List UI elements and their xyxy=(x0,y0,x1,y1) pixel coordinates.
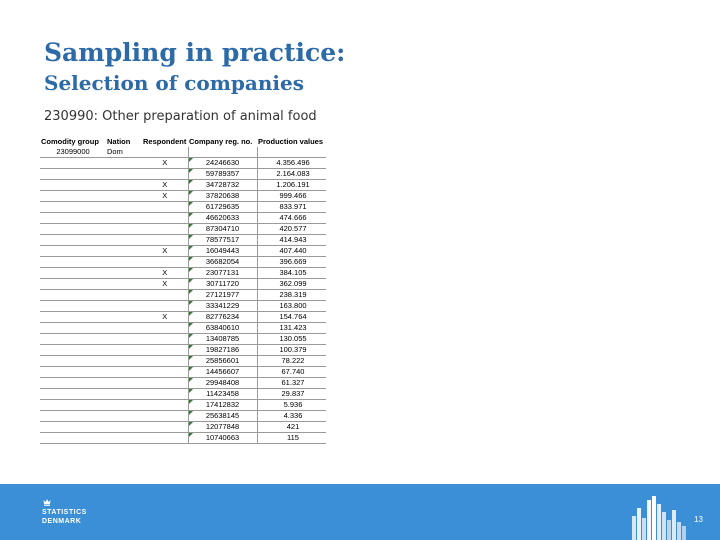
respondent-cell: X xyxy=(142,312,188,323)
nation-cell xyxy=(106,345,142,356)
table-row xyxy=(40,213,326,224)
company-table xyxy=(40,137,326,444)
cell-indicator-icon xyxy=(189,279,193,283)
reg-no-text: 82776234 xyxy=(205,312,240,322)
nation-cell xyxy=(106,180,142,191)
reg-no-text: 87304710 xyxy=(205,224,240,234)
nation-cell xyxy=(106,202,142,213)
commodity-code-cell xyxy=(40,345,106,356)
logo-text-line2: DENMARK xyxy=(42,518,82,525)
table-row xyxy=(40,257,326,268)
production-value-cell: 414.943 xyxy=(257,235,326,246)
respondent-cell: X xyxy=(142,180,188,191)
nation-cell xyxy=(106,191,142,202)
table-row xyxy=(40,312,326,323)
table-row xyxy=(40,389,326,400)
cell-indicator-icon xyxy=(189,301,193,305)
reg-no-cell xyxy=(188,147,257,158)
cell-indicator-icon xyxy=(189,191,193,195)
nation-cell xyxy=(106,224,142,235)
commodity-code-cell xyxy=(40,433,106,444)
reg-no-cell xyxy=(188,290,257,301)
nation-cell xyxy=(106,400,142,411)
commodity-code-cell xyxy=(40,367,106,378)
reg-no-cell xyxy=(188,257,257,268)
cell-indicator-icon xyxy=(189,290,193,294)
reg-no-text: 27121977 xyxy=(205,290,240,300)
table-row xyxy=(40,400,326,411)
respondent-cell xyxy=(142,257,188,268)
table-row xyxy=(40,268,326,279)
respondent-cell: X xyxy=(142,246,188,257)
cell-indicator-icon xyxy=(189,378,193,382)
commodity-code-cell xyxy=(40,290,106,301)
commodity-code-cell xyxy=(40,202,106,213)
nation-cell xyxy=(106,411,142,422)
production-value-cell: 154.764 xyxy=(257,312,326,323)
company-table-container xyxy=(40,137,326,468)
reg-no-text: 19827186 xyxy=(205,345,240,355)
nation-cell xyxy=(106,246,142,257)
production-value-cell: 407.440 xyxy=(257,246,326,257)
production-value-cell: 4.336 xyxy=(257,411,326,422)
header-cell: Comodity group xyxy=(41,137,99,147)
header-cell: Company reg. no. xyxy=(189,137,253,147)
nation-cell xyxy=(106,169,142,180)
cell-indicator-icon xyxy=(189,422,193,426)
table-row xyxy=(40,279,326,290)
slide-caption: 230990: Other preparation of animal food xyxy=(44,109,317,124)
respondent-cell xyxy=(142,202,188,213)
respondent-cell: X xyxy=(142,279,188,290)
table-row xyxy=(40,202,326,213)
reg-no-cell xyxy=(188,356,257,367)
commodity-code-cell xyxy=(40,301,106,312)
production-value-cell: 999.466 xyxy=(257,191,326,202)
nation-cell xyxy=(106,334,142,345)
commodity-code-cell xyxy=(40,224,106,235)
commodity-code-cell xyxy=(40,389,106,400)
nation-cell xyxy=(106,367,142,378)
table-row xyxy=(40,224,326,235)
production-value-cell: 396.669 xyxy=(257,257,326,268)
commodity-code-cell xyxy=(40,235,106,246)
reg-no-text: 36682054 xyxy=(205,257,240,267)
reg-no-cell xyxy=(188,246,257,257)
nation-cell xyxy=(106,356,142,367)
nation-cell xyxy=(106,389,142,400)
table-row xyxy=(40,290,326,301)
table-row xyxy=(40,345,326,356)
production-value-cell: 115 xyxy=(257,433,326,444)
respondent-cell: X xyxy=(142,158,188,169)
commodity-code-cell xyxy=(40,180,106,191)
respondent-cell xyxy=(142,301,188,312)
nation-cell xyxy=(106,213,142,224)
respondent-cell xyxy=(142,213,188,224)
production-value-cell: 362.099 xyxy=(257,279,326,290)
production-value-cell: 131.423 xyxy=(257,323,326,334)
cell-indicator-icon xyxy=(189,257,193,261)
table-row xyxy=(40,301,326,312)
commodity-code-cell xyxy=(40,169,106,180)
table-row xyxy=(40,158,326,169)
table-row xyxy=(40,323,326,334)
cell-indicator-icon xyxy=(189,323,193,327)
table-row xyxy=(40,433,326,444)
cell-indicator-icon xyxy=(189,213,193,217)
production-value-cell: 2.164.083 xyxy=(257,169,326,180)
production-value-cell: 4.356.496 xyxy=(257,158,326,169)
production-value-cell: 421 xyxy=(257,422,326,433)
reg-no-cell xyxy=(188,400,257,411)
cell-indicator-icon xyxy=(189,224,193,228)
table-row xyxy=(40,367,326,378)
reg-no-text: 46620633 xyxy=(205,213,240,223)
table-row xyxy=(40,356,326,367)
reg-no-cell xyxy=(188,389,257,400)
commodity-code-cell xyxy=(40,334,106,345)
slide-title: Sampling in practice: xyxy=(44,38,346,67)
nation-cell xyxy=(106,290,142,301)
table-row xyxy=(40,422,326,433)
production-value-cell: 100.379 xyxy=(257,345,326,356)
table-row xyxy=(40,180,326,191)
table-row xyxy=(40,378,326,389)
nation-cell: Dom xyxy=(106,147,142,158)
reg-no-cell xyxy=(188,268,257,279)
table-row xyxy=(40,246,326,257)
production-value-cell: 238.319 xyxy=(257,290,326,301)
production-value-cell: 474.666 xyxy=(257,213,326,224)
commodity-code-cell xyxy=(40,378,106,389)
table-row xyxy=(40,169,326,180)
respondent-cell xyxy=(142,169,188,180)
reg-no-cell xyxy=(188,202,257,213)
nation-cell xyxy=(106,301,142,312)
production-value-cell: 130.055 xyxy=(257,334,326,345)
respondent-cell xyxy=(142,378,188,389)
cell-indicator-icon xyxy=(189,433,193,437)
reg-no-cell xyxy=(188,191,257,202)
table-row xyxy=(40,411,326,422)
reg-no-cell xyxy=(188,158,257,169)
reg-no-text: 12077848 xyxy=(205,422,240,432)
respondent-cell xyxy=(142,290,188,301)
reg-no-text: 61729635 xyxy=(205,202,240,212)
commodity-code-cell xyxy=(40,191,106,202)
reg-no-cell xyxy=(188,169,257,180)
nation-cell xyxy=(106,235,142,246)
production-value-cell: 5.936 xyxy=(257,400,326,411)
respondent-cell: X xyxy=(142,191,188,202)
reg-no-cell xyxy=(188,422,257,433)
crown-icon xyxy=(42,497,52,507)
nation-cell xyxy=(106,279,142,290)
production-value-cell: 420.577 xyxy=(257,224,326,235)
cell-indicator-icon xyxy=(189,411,193,415)
slide-subtitle: Selection of companies xyxy=(44,71,304,95)
nation-cell xyxy=(106,378,142,389)
nation-cell xyxy=(106,323,142,334)
respondent-cell xyxy=(142,224,188,235)
production-value-cell: 833.971 xyxy=(257,202,326,213)
respondent-cell xyxy=(142,356,188,367)
respondent-cell xyxy=(142,422,188,433)
reg-no-text: 34728732 xyxy=(205,180,240,190)
reg-no-text: 24246630 xyxy=(205,158,240,168)
reg-no-text: 37820638 xyxy=(205,191,240,201)
table-row xyxy=(40,334,326,345)
commodity-code-cell xyxy=(40,268,106,279)
commodity-code-cell xyxy=(40,213,106,224)
commodity-code-cell xyxy=(40,257,106,268)
respondent-cell xyxy=(142,323,188,334)
reg-no-cell xyxy=(188,279,257,290)
cell-indicator-icon xyxy=(189,400,193,404)
commodity-code-cell xyxy=(40,356,106,367)
reg-no-cell xyxy=(188,301,257,312)
table-header-row xyxy=(40,137,326,147)
respondent-cell xyxy=(142,389,188,400)
reg-no-text: 30711720 xyxy=(206,279,239,289)
respondent-cell xyxy=(142,345,188,356)
commodity-code-cell: 23099000 xyxy=(40,147,106,158)
production-value-cell: 29.837 xyxy=(257,389,326,400)
commodity-code-cell xyxy=(40,411,106,422)
table-subheader-row xyxy=(40,147,326,158)
header-cell: Production values xyxy=(258,137,324,147)
cell-indicator-icon xyxy=(189,389,193,393)
reg-no-text: 25638145 xyxy=(205,411,240,421)
production-value-cell: 384.105 xyxy=(257,268,326,279)
nation-cell xyxy=(106,158,142,169)
reg-no-text: 10740663 xyxy=(205,433,240,443)
nation-cell xyxy=(106,257,142,268)
reg-no-cell xyxy=(188,345,257,356)
commodity-code-cell xyxy=(40,158,106,169)
respondent-cell xyxy=(142,334,188,345)
reg-no-cell xyxy=(188,213,257,224)
logo-text-line1: STATISTICS xyxy=(42,509,87,516)
respondent-cell xyxy=(142,400,188,411)
reg-no-text: 23077131 xyxy=(205,268,240,278)
commodity-code-cell xyxy=(40,279,106,290)
respondent-cell xyxy=(142,433,188,444)
reg-no-text: 33341229 xyxy=(205,301,240,311)
respondent-cell xyxy=(142,147,188,158)
table-row xyxy=(40,235,326,246)
nation-cell xyxy=(106,268,142,279)
commodity-code-cell xyxy=(40,400,106,411)
nation-cell xyxy=(106,422,142,433)
cell-indicator-icon xyxy=(189,158,193,162)
commodity-code-cell xyxy=(40,422,106,433)
reg-no-text: 16049443 xyxy=(205,246,240,256)
reg-no-cell xyxy=(188,235,257,246)
cell-indicator-icon xyxy=(189,180,193,184)
respondent-cell: X xyxy=(142,268,188,279)
cell-indicator-icon xyxy=(189,169,193,173)
production-value-cell: 61.327 xyxy=(257,378,326,389)
footer-bar xyxy=(0,484,720,540)
cell-indicator-icon xyxy=(189,345,193,349)
statistics-denmark-logo xyxy=(42,497,102,529)
respondent-cell xyxy=(142,367,188,378)
reg-no-text: 78577517 xyxy=(205,235,240,245)
cell-indicator-icon xyxy=(189,268,193,272)
commodity-code-cell xyxy=(40,246,106,257)
table-row xyxy=(40,191,326,202)
reg-no-cell xyxy=(188,411,257,422)
cell-indicator-icon xyxy=(189,367,193,371)
nation-cell xyxy=(106,433,142,444)
reg-no-text: 29948408 xyxy=(205,378,240,388)
commodity-code-cell xyxy=(40,312,106,323)
reg-no-text: 13408785 xyxy=(205,334,240,344)
cell-indicator-icon xyxy=(189,202,193,206)
reg-no-cell xyxy=(188,334,257,345)
page-number: 13 xyxy=(694,515,703,524)
reg-no-cell xyxy=(188,367,257,378)
reg-no-text: 59789357 xyxy=(205,169,240,179)
reg-no-cell xyxy=(188,323,257,334)
reg-no-cell xyxy=(188,180,257,191)
reg-no-text: 17412832 xyxy=(205,400,240,410)
cell-indicator-icon xyxy=(189,312,193,316)
reg-no-cell xyxy=(188,378,257,389)
reg-no-text: 25856601 xyxy=(205,356,240,366)
production-value-cell: 67.740 xyxy=(257,367,326,378)
reg-no-cell xyxy=(188,224,257,235)
cell-indicator-icon xyxy=(189,356,193,360)
production-value-cell xyxy=(257,147,326,158)
respondent-cell xyxy=(142,235,188,246)
reg-no-text: 11423458 xyxy=(206,389,239,399)
production-value-cell: 163.800 xyxy=(257,301,326,312)
header-cell: Nation xyxy=(107,137,131,147)
production-value-cell: 1.206.191 xyxy=(257,180,326,191)
cell-indicator-icon xyxy=(189,334,193,338)
reg-no-cell xyxy=(188,312,257,323)
cell-indicator-icon xyxy=(189,235,193,239)
cell-indicator-icon xyxy=(189,246,193,250)
reg-no-text: 14456607 xyxy=(205,367,240,377)
header-cell: Respondent xyxy=(143,137,187,147)
production-value-cell: 78.222 xyxy=(257,356,326,367)
commodity-code-cell xyxy=(40,323,106,334)
nation-cell xyxy=(106,312,142,323)
reg-no-cell xyxy=(188,433,257,444)
respondent-cell xyxy=(142,411,188,422)
reg-no-text: 63840610 xyxy=(205,323,240,333)
